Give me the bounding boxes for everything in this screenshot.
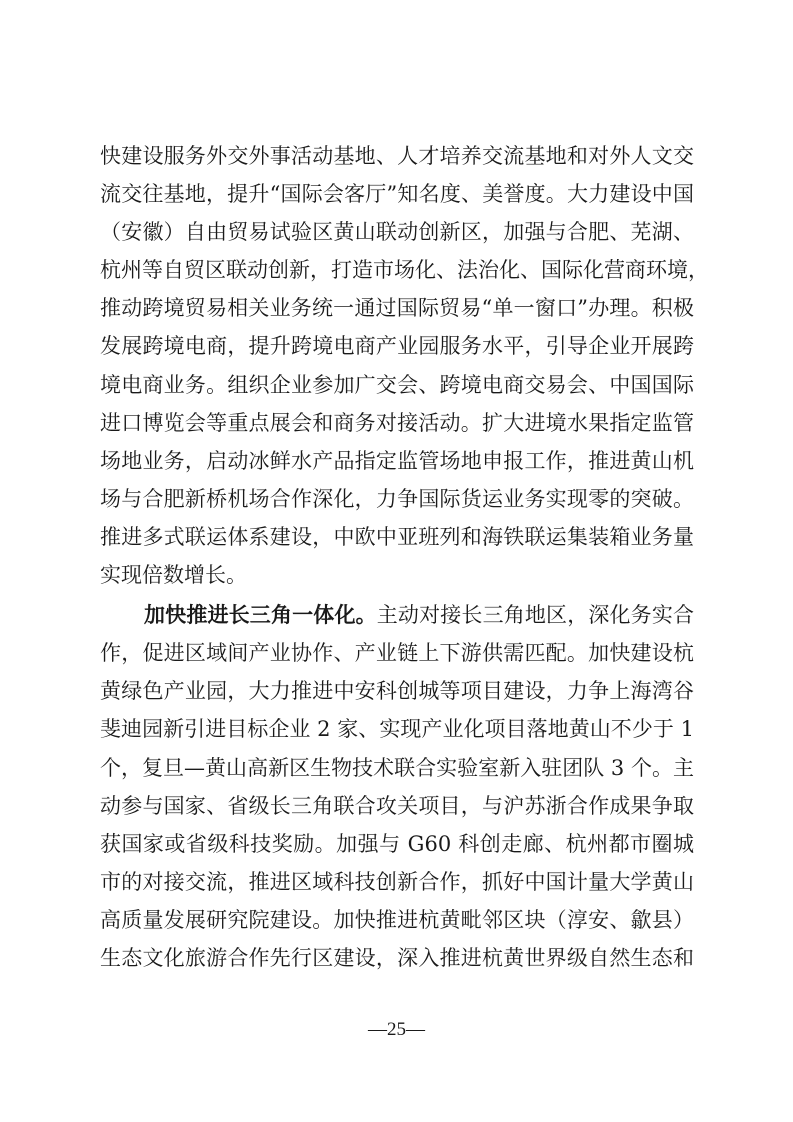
text-line: 场地业务，启动冰鲜水产品指定监管场地申报工作，推进黄山机 xyxy=(100,448,694,473)
text-line: 市的对接交流，推进区域科技创新合作，抓好中国计量大学黄山 xyxy=(100,869,694,894)
paragraph-foreign-trade xyxy=(100,137,709,594)
text-line: 生态文化旅游合作先行区建设，深入推进杭黄世界级自然生态和 xyxy=(100,945,694,970)
page-number: —25— xyxy=(368,1019,425,1040)
text-line: 个，复旦—黄山高新区生物技术联合实验室新入驻团队 3 个。主 xyxy=(100,755,694,780)
text-line: 实现倍数增长。 xyxy=(100,563,247,588)
text-line: 场与合肥新桥机场合作深化，力争国际货运业务实现零的突破。 xyxy=(100,486,694,511)
text-line: 推进多式联运体系建设，中欧中亚班列和海铁联运集装箱业务量 xyxy=(100,524,694,549)
paragraph-yangtze-delta xyxy=(100,596,694,977)
text-line: 黄绿色产业园，大力推进中安科创城等项目建设，力争上海湾谷 xyxy=(100,679,694,704)
text-line: 快建设服务外交外事活动基地、人才培养交流基地和对外人文交 xyxy=(100,144,694,168)
paragraph-heading: 加快推进长三角一体化。 xyxy=(144,602,377,628)
text-line: 高质量发展研究院建设。加快推进杭黄毗邻区块（淳安、歙县） xyxy=(100,907,694,932)
text-line: 斐迪园新引进目标企业 2 家、实现产业化项目落地黄山不少于 1 xyxy=(100,717,694,742)
text-line: 发展跨境电商，提升跨境电商产业园服务水平，引导企业开展跨 xyxy=(100,334,694,359)
text-line: 作，促进区域间产业协作、产业链上下游供需匹配。加快建设杭 xyxy=(100,641,694,666)
text-line: 进口博览会等重点展会和商务对接活动。扩大进境水果指定监管 xyxy=(100,410,694,435)
heading-line-text: 主动对接长三角地区，深化务实合 xyxy=(376,603,695,628)
text-line: 流交往基地，提升“国际会客厅”知名度、美誉度。大力建设中国 xyxy=(100,182,694,207)
text-line xyxy=(100,596,694,634)
text-line: 动参与国家、省级长三角联合攻关项目，与沪苏浙合作成果争取 xyxy=(100,793,694,818)
text-line: 获国家或省级科技奖励。加强与 G60 科创走廊、杭州都市圈城 xyxy=(100,831,694,856)
text-line: 推动跨境贸易相关业务统一通过国际贸易“单一窗口”办理。积极 xyxy=(100,296,694,321)
text-line: 境电商业务。组织企业参加广交会、跨境电商交易会、中国国际 xyxy=(100,372,694,397)
text-line: （安徽）自由贸易试验区黄山联动创新区，加强与合肥、芜湖、 xyxy=(100,220,694,245)
document-body xyxy=(100,137,709,977)
text-line: 杭州等自贸区联动创新，打造市场化、法治化、国际化营商环境， xyxy=(100,258,709,283)
